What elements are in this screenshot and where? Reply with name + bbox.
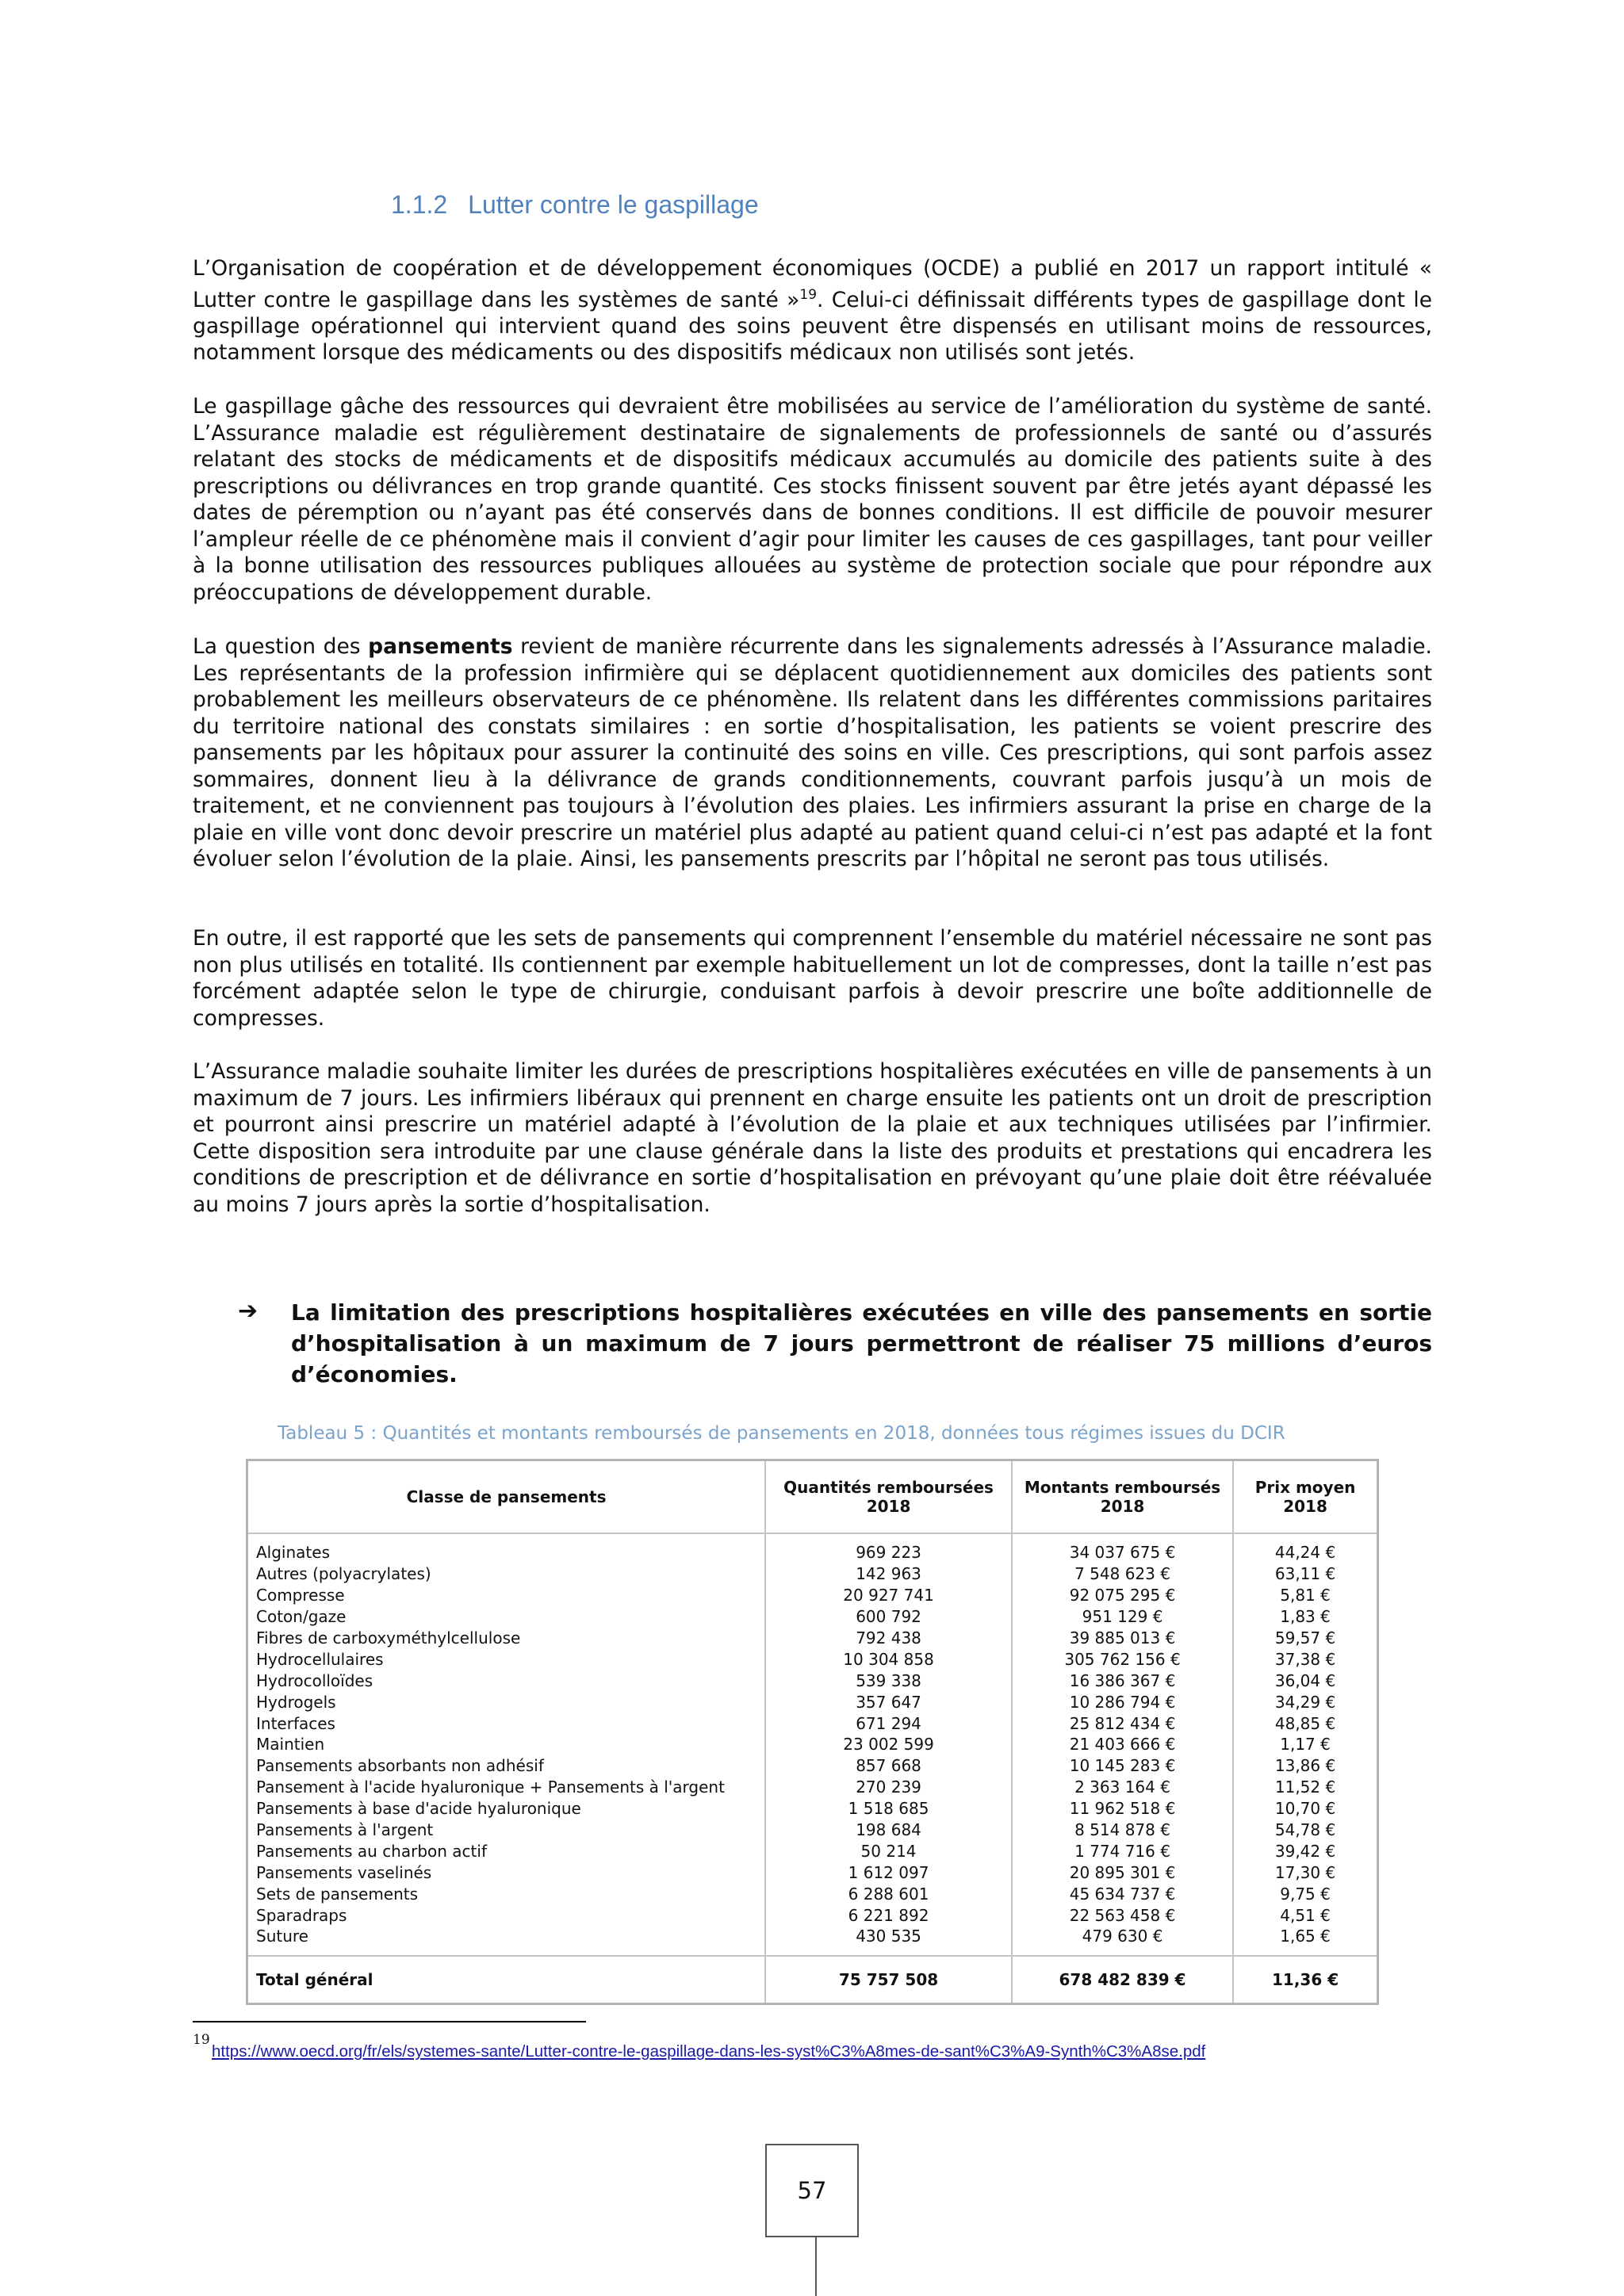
cell-value: 13,86 € [1233, 1755, 1377, 1777]
row-label: Alginates [247, 1542, 766, 1563]
cell-value: 479 630 € [1012, 1926, 1233, 1947]
section-heading [391, 190, 759, 220]
total-row [247, 1956, 1378, 2004]
cell-value: 50 214 [765, 1840, 1012, 1862]
paragraph-gaspillage: Le gaspillage gâche des ressources qui devraient être mobilisées au service de l’amélioration du système de santé. L’Assurance maladie est régulièrement destinataire de signalements de professionnels de santé ou d’assurés relatant des stocks de médicaments et de dispositifs médicaux accumulés au domicile des patients suite à des prescriptions ou délivrances en trop grande quantité. Ces stocks finissent souvent par être jetés ayant dépassé les dates de péremption ou n’ayant pas été conservés dans de bonnes conditions. Il est difficile de pouvoir mesurer l’ampleur réelle de ce phénomène mais il convient d’agir pour limiter les causes de ces gaspillages, tant pour veiller à la bonne utilisation des ressources publiques allouées au système de protection sociale que pour répondre aux préoccupations de développement durable. [193, 394, 1432, 605]
paragraph-text: . Celui-ci définissait différents types de gaspillage dont le gaspillage opérationnel qui intervient quand des soins peuvent être dispensés en utilisant moins de ressources, notamment lorsque des médicaments ou des dispositifs médicaux non utilisés sont jetés. [193, 287, 1432, 365]
bold-term: pansements [368, 634, 513, 659]
total-value: 678 482 839 € [1012, 1956, 1233, 2004]
cell-value: 1 612 097 [765, 1862, 1012, 1883]
cell-value: 34,29 € [1233, 1691, 1377, 1712]
cell-value: 25 812 434 € [1012, 1712, 1233, 1734]
table-caption: Tableau 5 : Quantités et montants remboursés de pansements en 2018, données tous régimes issues du DCIR [278, 1423, 1285, 1444]
cell-value: 22 563 458 € [1012, 1904, 1233, 1926]
paragraph-text: La question des [193, 634, 369, 659]
cell-value: 2 363 164 € [1012, 1777, 1233, 1798]
column-header: Montants remboursés 2018 [1012, 1460, 1233, 1534]
cell-value: 430 535 [765, 1926, 1012, 1947]
cell-value: 10 304 858 [765, 1648, 1012, 1670]
cell-value: 10,70 € [1233, 1798, 1377, 1820]
cell-value: 1 774 716 € [1012, 1840, 1233, 1862]
row-label: Hydrocolloïdes [247, 1670, 766, 1691]
cell-value: 11,52 € [1233, 1777, 1377, 1798]
page-number-stem [815, 2237, 817, 2296]
cell-value: 44,24 € [1233, 1542, 1377, 1563]
paragraph-limitation: L’Assurance maladie souhaite limiter les durées de prescriptions hospitalières exécutées en ville de pansements à un maximum de 7 jours. Les infirmiers libéraux qui prennent en charge ensuite les patients ont un droit de prescription et pourront ainsi prescrire un matériel adapté à l’évolution de la plaie et aux techniques utilisées par l’infirmier. Cette disposition sera introduite par une clause générale dans la liste des produits et prestations qui encadrera les conditions de prescription et de délivrance en sortie d’hospitalisation en prévoyant qu’une plaie doit être réévaluée au moins 7 jours après la sortie d’hospitalisation. [193, 1059, 1432, 1217]
cell-value: 539 338 [765, 1670, 1012, 1691]
row-label: Pansements vaselinés [247, 1862, 766, 1883]
cell-value: 8 514 878 € [1012, 1820, 1233, 1841]
table-row [247, 1648, 1378, 1670]
cell-value: 5,81 € [1233, 1585, 1377, 1606]
total-value: 75 757 508 [765, 1956, 1012, 2004]
cell-value: 671 294 [765, 1712, 1012, 1734]
paragraph-sets: En outre, il est rapporté que les sets de pansements qui comprennent l’ensemble du matériel nécessaire ne sont pas non plus utilisés en totalité. Ils contiennent par exemple habituellement un lot de compresses, dont la taille n’est pas forcément adaptée selon le type de chirurgie, conduisant parfois à devoir prescrire une boîte additionnelle de compresses. [193, 926, 1432, 1031]
row-label: Fibres de carboxyméthylcellulose [247, 1628, 766, 1649]
cell-value: 39,42 € [1233, 1840, 1377, 1862]
row-label: Hydrogels [247, 1691, 766, 1712]
row-label: Autres (polyacrylates) [247, 1563, 766, 1585]
row-label: Pansements à l'argent [247, 1820, 766, 1841]
cell-value: 1 518 685 [765, 1798, 1012, 1820]
row-label: Coton/gaze [247, 1606, 766, 1628]
footnote-reference: 19 [799, 286, 818, 303]
row-label: Pansements absorbants non adhésif [247, 1755, 766, 1777]
footnote-number: 19 [193, 2032, 210, 2048]
column-header: Classe de pansements [247, 1460, 766, 1534]
table-row [247, 1585, 1378, 1606]
cell-value: 48,85 € [1233, 1712, 1377, 1734]
cell-value: 9,75 € [1233, 1883, 1377, 1904]
cell-value: 142 963 [765, 1563, 1012, 1585]
cell-value: 305 762 156 € [1012, 1648, 1233, 1670]
cell-value: 1,17 € [1233, 1734, 1377, 1755]
cell-value: 7 548 623 € [1012, 1563, 1233, 1585]
page-number: 57 [765, 2144, 859, 2237]
cell-value: 16 386 367 € [1012, 1670, 1233, 1691]
total-value: 11,36 € [1233, 1956, 1377, 2004]
cell-value: 34 037 675 € [1012, 1542, 1233, 1563]
callout-text: La limitation des prescriptions hospitalières exécutées en ville des pansements en sortie d’hospitalisation à un maximum de 7 jours permettront de réaliser 75 millions d’euros d’économies. [291, 1299, 1432, 1387]
table-row [247, 1862, 1378, 1883]
cell-value: 1,65 € [1233, 1926, 1377, 1947]
cell-value: 6 288 601 [765, 1883, 1012, 1904]
total-label: Total général [247, 1956, 766, 2004]
table-row [247, 1563, 1378, 1585]
section-title: Lutter contre le gaspillage [468, 190, 759, 219]
cell-value: 39 885 013 € [1012, 1628, 1233, 1649]
cell-value: 951 129 € [1012, 1606, 1233, 1628]
table-row [247, 1755, 1378, 1777]
table-row [247, 1712, 1378, 1734]
cell-value: 37,38 € [1233, 1648, 1377, 1670]
footnote-separator [193, 2021, 586, 2022]
paragraph-pansements [193, 633, 1432, 873]
section-number: 1.1.2 [391, 190, 448, 219]
row-label: Compresse [247, 1585, 766, 1606]
column-header: Quantités remboursées 2018 [765, 1460, 1012, 1534]
cell-value: 45 634 737 € [1012, 1883, 1233, 1904]
footnote-link[interactable]: https://www.oecd.org/fr/els/systemes-sante/Lutter-contre-le-gaspillage-dans-les-syst%C3%A8mes-de-sant%C3%A9-Synth%C3%A8se.pdf [212, 2042, 1206, 2061]
table-row [247, 1883, 1378, 1904]
row-label: Pansement à l'acide hyaluronique + Pansements à l'argent [247, 1777, 766, 1798]
paragraph-text: revient de manière récurrente dans les signalements adressés à l’Assurance maladie. Les représentants de la profession infirmière qui se déplacent quotidiennement aux domiciles des patients sont probablement les meilleurs observateurs de ce phénomène. Ils relatent dans les différentes commissions paritaires du territoire national des constats similaires : en sortie d’hospitalisation, les patients se voient prescrire des pansements par les hôpitaux pour assurer la continuité des soins en ville. Ces prescriptions, qui sont parfois assez sommaires, donnent lieu à la délivrance de grands conditionnements, couvrant parfois jusqu’à un mois de traitement, et ne conviennent pas toujours à l’évolution des plaies. Les infirmiers assurant la prise en charge de la plaie en ville vont donc devoir prescrire un matériel plus adapté au patient quand celui-ci n’est pas adapté et la font évoluer selon l’évolution de la plaie. Ainsi, les pansements prescrits par l’hôpital ne seront pas tous utilisés. [193, 634, 1432, 871]
table-row [247, 1798, 1378, 1820]
table-row [247, 1628, 1378, 1649]
row-label: Pansements à base d'acide hyaluronique [247, 1798, 766, 1820]
paragraph-ocde [193, 255, 1432, 366]
table-row [247, 1926, 1378, 1947]
cell-value: 357 647 [765, 1691, 1012, 1712]
cell-value: 21 403 666 € [1012, 1734, 1233, 1755]
table-row [247, 1691, 1378, 1712]
cell-value: 17,30 € [1233, 1862, 1377, 1883]
table-header-row [247, 1460, 1378, 1534]
cell-value: 1,83 € [1233, 1606, 1377, 1628]
cell-value: 11 962 518 € [1012, 1798, 1233, 1820]
dressings-table [246, 1459, 1379, 2005]
row-label: Interfaces [247, 1712, 766, 1734]
table-row [247, 1820, 1378, 1841]
row-label: Sets de pansements [247, 1883, 766, 1904]
table-row [247, 1840, 1378, 1862]
table-row [247, 1777, 1378, 1798]
cell-value: 270 239 [765, 1777, 1012, 1798]
table-row [247, 1734, 1378, 1755]
table-row [247, 1904, 1378, 1926]
cell-value: 792 438 [765, 1628, 1012, 1649]
row-label: Pansements au charbon actif [247, 1840, 766, 1862]
cell-value: 10 286 794 € [1012, 1691, 1233, 1712]
cell-value: 20 895 301 € [1012, 1862, 1233, 1883]
row-label: Suture [247, 1926, 766, 1947]
column-header: Prix moyen 2018 [1233, 1460, 1377, 1534]
row-label: Maintien [247, 1734, 766, 1755]
table-spacer [247, 1533, 1378, 1542]
cell-value: 857 668 [765, 1755, 1012, 1777]
arrow-right-icon: ➔ [238, 1297, 259, 1325]
cell-value: 59,57 € [1233, 1628, 1377, 1649]
paragraph-text: L’Organisation de coopération et de développement économiques (OCDE) a publié en 2017 un rapport intitulé « Lutter contre le gaspillage dans les systèmes de santé » [193, 256, 1432, 312]
cell-value: 63,11 € [1233, 1563, 1377, 1585]
table-row [247, 1542, 1378, 1563]
cell-value: 198 684 [765, 1820, 1012, 1841]
cell-value: 92 075 295 € [1012, 1585, 1233, 1606]
cell-value: 20 927 741 [765, 1585, 1012, 1606]
cell-value: 10 145 283 € [1012, 1755, 1233, 1777]
cell-value: 6 221 892 [765, 1904, 1012, 1926]
cell-value: 969 223 [765, 1542, 1012, 1563]
table-row [247, 1670, 1378, 1691]
cell-value: 23 002 599 [765, 1734, 1012, 1755]
table-spacer [247, 1947, 1378, 1956]
table-row [247, 1606, 1378, 1628]
cell-value: 4,51 € [1233, 1904, 1377, 1926]
cell-value: 36,04 € [1233, 1670, 1377, 1691]
row-label: Sparadraps [247, 1904, 766, 1926]
cell-value: 600 792 [765, 1606, 1012, 1628]
row-label: Hydrocellulaires [247, 1648, 766, 1670]
cell-value: 54,78 € [1233, 1820, 1377, 1841]
